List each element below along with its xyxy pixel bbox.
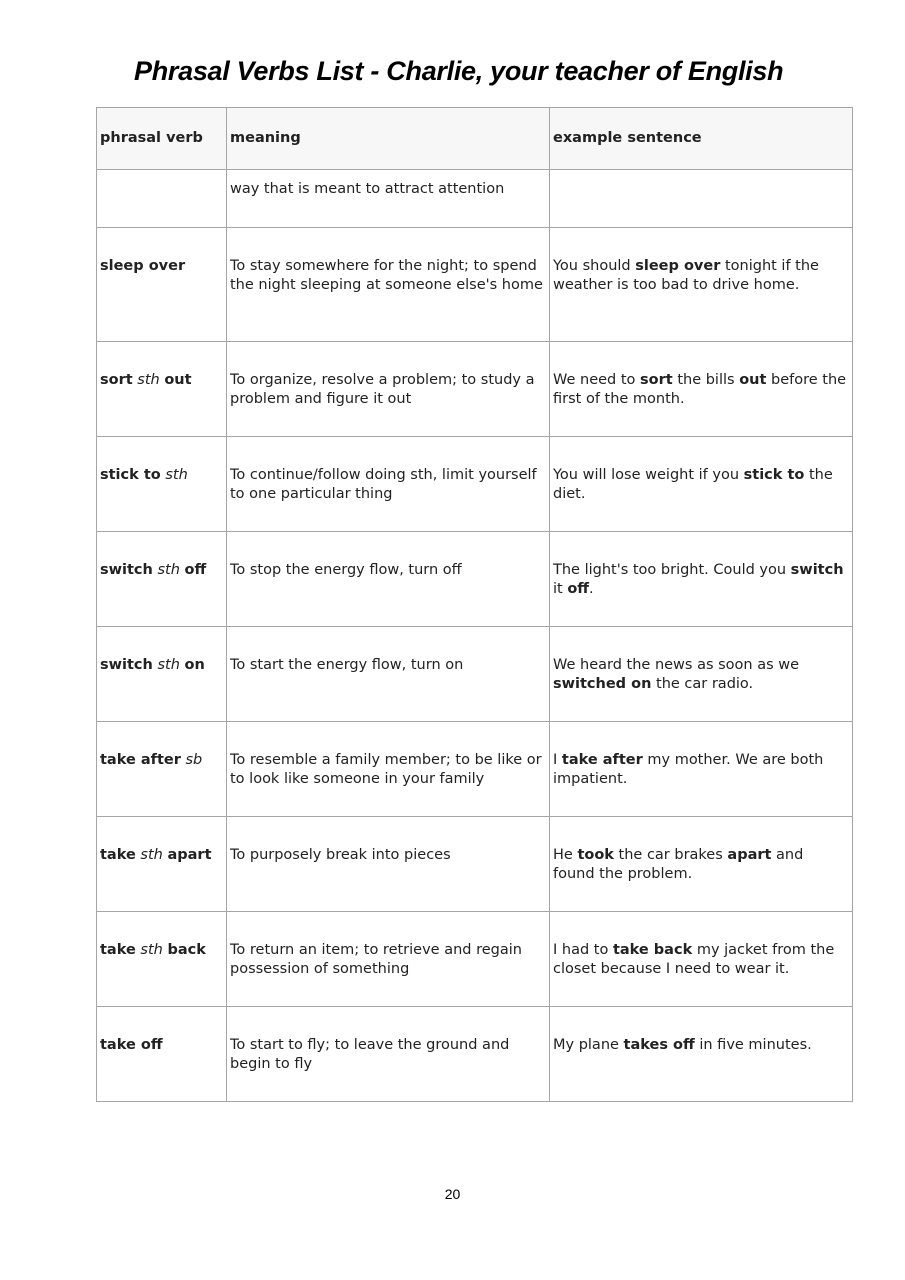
bold-text: take after: [100, 752, 181, 768]
header-meaning: meaning: [227, 108, 550, 170]
meaning-cell: To continue/follow doing sth, limit yourself to one particular thing: [227, 437, 550, 532]
text-run: We heard the news as soon as we: [553, 657, 800, 673]
italic-text: sth: [140, 942, 163, 958]
text-run: My plane: [553, 1037, 624, 1053]
bold-text: switch: [100, 657, 153, 673]
bold-text: stick to: [100, 467, 161, 483]
table-body: [97, 170, 853, 1102]
text-run: before the first of the month.: [553, 372, 847, 407]
table-row: [97, 437, 853, 532]
text-run: tonight if the weather is too bad to drive home.: [553, 258, 819, 293]
phrasal-verb-cell: [97, 817, 227, 912]
text-run: I: [553, 752, 562, 768]
italic-text: sth: [140, 847, 163, 863]
bold-text: switch: [100, 562, 153, 578]
bold-text: apart: [167, 847, 212, 863]
meaning-cell: To start to fly; to leave the ground and begin to fly: [227, 1007, 550, 1102]
bold-text: out: [164, 372, 192, 388]
header-example-sentence: example sentence: [550, 108, 853, 170]
text-run: the car radio.: [651, 675, 754, 692]
example-sentence-cell: [550, 627, 853, 722]
table-row: [97, 342, 853, 437]
text-run: the bills: [672, 372, 740, 388]
example-sentence-cell: [550, 342, 853, 437]
example-sentence-cell: [550, 532, 853, 627]
table-row: [97, 532, 853, 627]
example-sentence-cell: [550, 170, 853, 228]
meaning-cell: To purposely break into pieces: [227, 817, 550, 912]
bold-text: take off: [100, 1037, 163, 1053]
bold-text: out: [739, 372, 767, 388]
bold-text: sort: [640, 372, 673, 388]
bold-text: on: [184, 657, 205, 673]
text-run: the car brakes: [613, 847, 728, 863]
meaning-cell: To organize, resolve a problem; to study a problem and figure it out: [227, 342, 550, 437]
bold-text: off: [184, 562, 207, 578]
phrasal-verb-cell: [97, 437, 227, 532]
meaning-cell: To return an item; to retrieve and regain possession of something: [227, 912, 550, 1007]
text-run: and found the problem.: [553, 847, 804, 882]
example-sentence-cell: [550, 228, 853, 342]
text-run: .: [589, 580, 594, 597]
table-row: [97, 912, 853, 1007]
bold-text: apart: [727, 847, 772, 863]
italic-text: sth: [165, 467, 188, 483]
italic-text: sth: [137, 372, 160, 388]
example-sentence-cell: [550, 437, 853, 532]
meaning-cell: To stop the energy flow, turn off: [227, 532, 550, 627]
bold-text: take back: [612, 942, 693, 958]
table-row: [97, 817, 853, 912]
meaning-cell: way that is meant to attract attention: [227, 170, 550, 228]
phrasal-verb-cell: [97, 170, 227, 228]
text-run: We need to: [553, 372, 641, 388]
phrasal-verb-cell: [97, 228, 227, 342]
text-run: The light's too bright. Could you: [553, 562, 791, 578]
bold-text: sleep over: [100, 258, 186, 274]
text-run: my mother. We are both impatient.: [553, 752, 824, 787]
meaning-cell: To start the energy flow, turn on: [227, 627, 550, 722]
page-title: Phrasal Verbs List - Charlie, your teacher of English: [134, 56, 784, 86]
example-sentence-cell: [550, 1007, 853, 1102]
example-sentence-cell: [550, 722, 853, 817]
bold-text: took: [577, 847, 614, 863]
text-run: You will lose weight if you: [553, 467, 744, 483]
example-sentence-cell: [550, 817, 853, 912]
text-run: in five minutes.: [694, 1037, 812, 1053]
phrasal-verb-cell: [97, 1007, 227, 1102]
phrasal-verb-cell: [97, 912, 227, 1007]
bold-text: sleep over: [635, 258, 721, 274]
example-sentence-cell: [550, 912, 853, 1007]
phrasal-verb-cell: [97, 627, 227, 722]
text-run: I had to: [553, 942, 613, 958]
bold-text: back: [167, 942, 206, 958]
italic-text: sb: [185, 752, 203, 768]
bold-text: switched on: [553, 675, 652, 692]
bold-text: off: [567, 580, 590, 597]
phrasal-verb-cell: [97, 532, 227, 627]
meaning-cell: To stay somewhere for the night; to spend the night sleeping at someone else's home: [227, 228, 550, 342]
bold-text: takes off: [623, 1037, 695, 1053]
bold-text: take: [100, 942, 136, 958]
table-row: [97, 1007, 853, 1102]
meaning-cell: To resemble a family member; to be like or to look like someone in your family: [227, 722, 550, 817]
text-run: it: [553, 580, 568, 597]
table-header-row: [97, 108, 853, 170]
table-row: [97, 627, 853, 722]
bold-text: sort: [100, 372, 133, 388]
bold-text: take after: [561, 752, 643, 768]
phrasal-verbs-table: [96, 107, 853, 1102]
bold-text: take: [100, 847, 136, 863]
text-run: He: [553, 847, 578, 863]
italic-text: sth: [157, 657, 180, 673]
bold-text: stick to: [743, 467, 805, 483]
text-run: my jacket from the closet because I need to wear it.: [553, 942, 835, 977]
page-number: 20: [444, 1186, 461, 1202]
phrasal-verb-cell: [97, 342, 227, 437]
table-row: [97, 228, 853, 342]
text-run: You should: [553, 258, 636, 274]
header-phrasal-verb: phrasal verb: [97, 108, 227, 170]
phrasal-verb-cell: [97, 722, 227, 817]
bold-text: switch: [790, 562, 844, 578]
text-run: the diet.: [553, 467, 833, 502]
italic-text: sth: [157, 562, 180, 578]
table-row: [97, 722, 853, 817]
table-row: [97, 170, 853, 228]
